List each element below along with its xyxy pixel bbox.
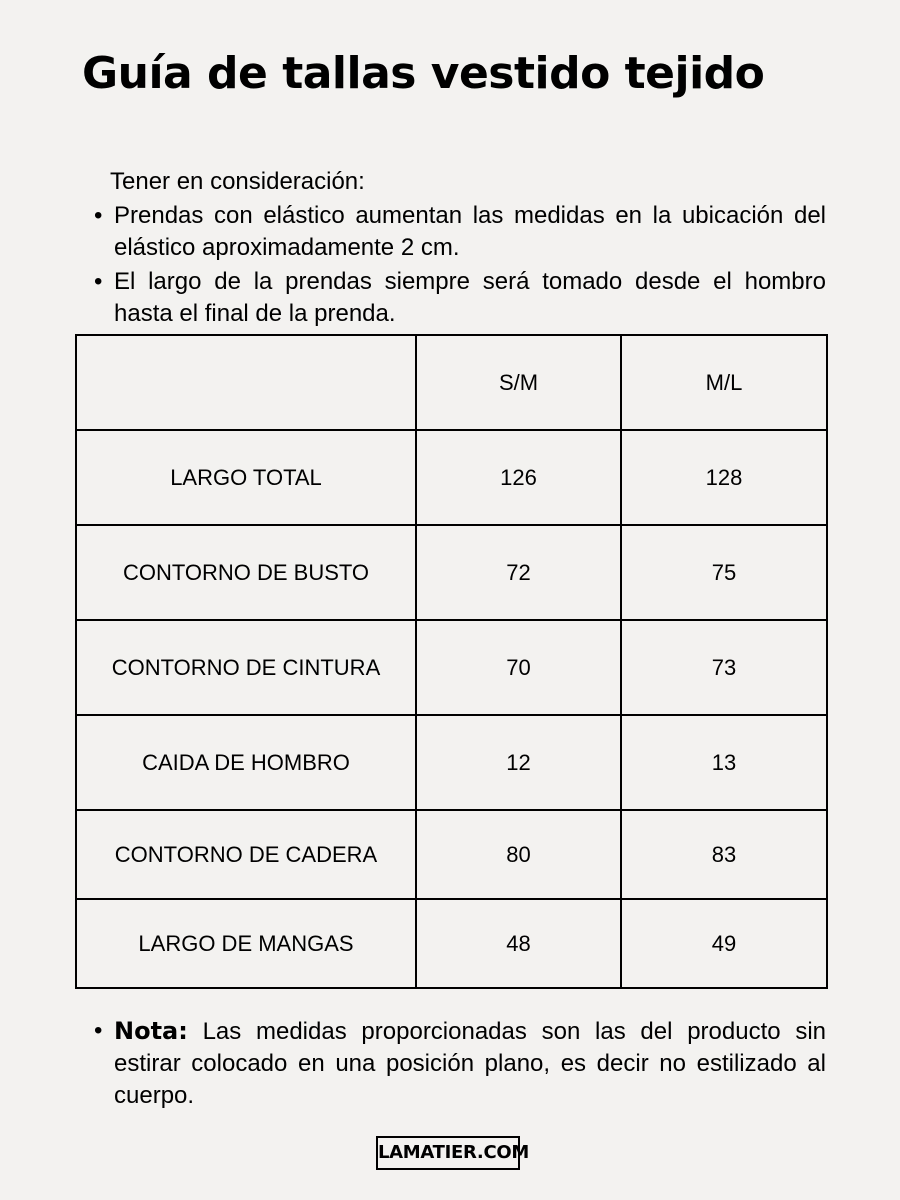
measurement-label: CONTORNO DE BUSTO: [76, 525, 416, 620]
table-row: [76, 430, 827, 525]
measurement-label: LARGO TOTAL: [76, 430, 416, 525]
size-ml-value: 73: [621, 620, 827, 715]
table-header-row: [76, 335, 827, 430]
considerations-heading: Tener en consideración:: [110, 168, 365, 195]
list-item: [90, 1015, 826, 1112]
table-row: [76, 715, 827, 810]
size-table: [75, 334, 828, 989]
size-ml-value: 49: [621, 899, 827, 988]
bullet-icon: •: [94, 268, 103, 295]
list-item-text: El largo de la prendas siempre será tomado desde el hombro hasta el final de la prenda.: [114, 268, 826, 327]
measurement-label: CONTORNO DE CADERA: [76, 810, 416, 899]
table-header-cell: S/M: [416, 335, 621, 430]
table-row: [76, 620, 827, 715]
list-item: [90, 266, 826, 330]
table-header-cell: [76, 335, 416, 430]
considerations-list: [90, 200, 826, 330]
table-header-cell: M/L: [621, 335, 827, 430]
page-title: Guía de tallas vestido tejido: [82, 48, 765, 99]
table-row: [76, 810, 827, 899]
considerations-section: [90, 166, 826, 332]
brand-link[interactable]: LAMATIER.COM: [376, 1136, 520, 1170]
bullet-icon: •: [94, 1017, 103, 1044]
size-sm-value: 80: [416, 810, 621, 899]
size-sm-value: 126: [416, 430, 621, 525]
list-item: [90, 200, 826, 264]
note-label: Nota:: [114, 1017, 188, 1045]
size-ml-value: 75: [621, 525, 827, 620]
note-section: [90, 1015, 826, 1114]
size-ml-value: 13: [621, 715, 827, 810]
table-row: [76, 525, 827, 620]
measurement-label: CONTORNO DE CINTURA: [76, 620, 416, 715]
table-row: [76, 899, 827, 988]
size-ml-value: 128: [621, 430, 827, 525]
note-list: [90, 1015, 826, 1112]
size-sm-value: 70: [416, 620, 621, 715]
list-item-text: Prendas con elástico aumentan las medidas en la ubicación del elástico aproximadamente 2 cm.: [114, 202, 826, 261]
size-sm-value: 48: [416, 899, 621, 988]
size-sm-value: 12: [416, 715, 621, 810]
note-text: Las medidas proporcionadas son las del producto sin estirar colocado en una posición plano, es decir no estilizado al cuerpo.: [114, 1018, 826, 1109]
size-ml-value: 83: [621, 810, 827, 899]
measurement-label: LARGO DE MANGAS: [76, 899, 416, 988]
measurement-label: CAIDA DE HOMBRO: [76, 715, 416, 810]
bullet-icon: •: [94, 202, 103, 229]
size-sm-value: 72: [416, 525, 621, 620]
